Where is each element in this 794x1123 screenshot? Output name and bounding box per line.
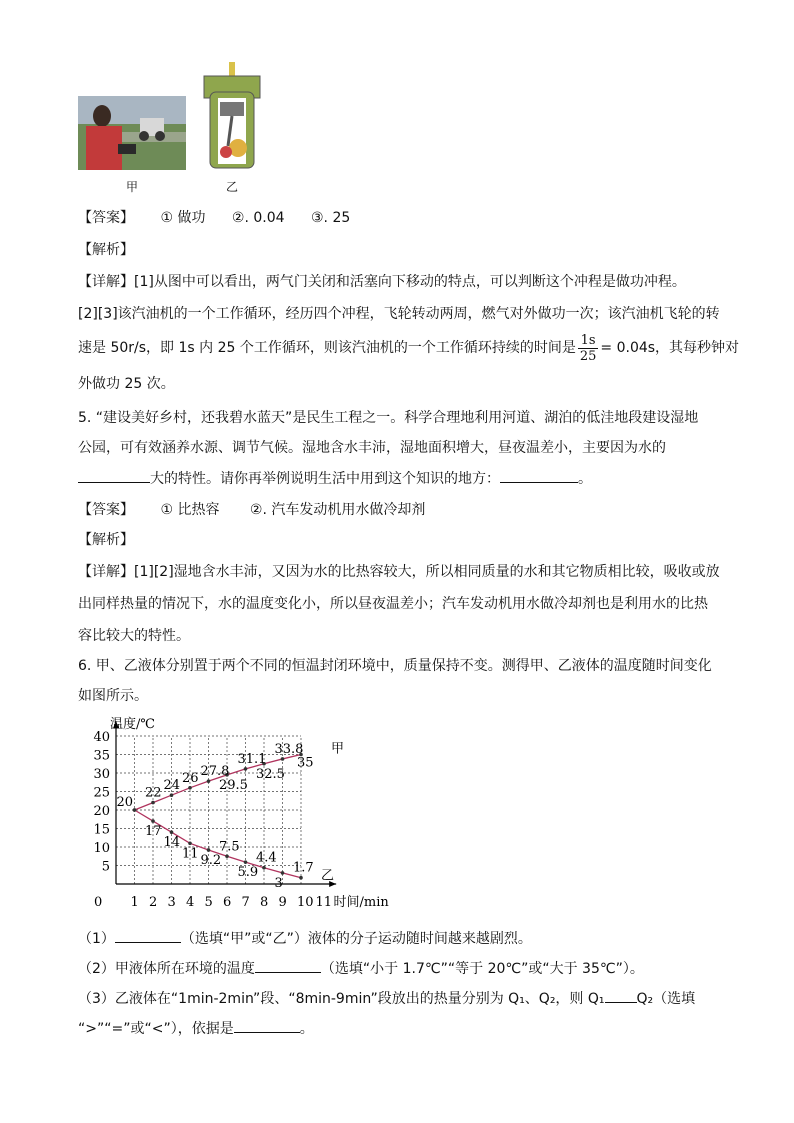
q5-detail-line1 bbox=[78, 562, 720, 582]
q6-sub3 bbox=[78, 988, 695, 1009]
x-tick-label: 3 bbox=[167, 895, 176, 910]
y-tick-label: 25 bbox=[93, 785, 110, 801]
x-tick-label: 6 bbox=[223, 895, 232, 910]
engine-diagram-yi bbox=[198, 62, 266, 172]
q5-stem-line1: 5. “建设美好乡村，还我碧水蓝天”是民生工程之一。科学合理地利用河道、湖泊的低洼地段建设湿地 bbox=[78, 410, 699, 426]
q6-sub3-text-b: Q₂（选填 bbox=[636, 991, 696, 1007]
q6-sub3-line2 bbox=[78, 1018, 314, 1039]
x-tick-label: 2 bbox=[149, 895, 158, 910]
q4-detail-text3a: 速是 50r/s，即 1s 内 25 个工作循环，则该汽油机的一个工作循环持续的时间是 bbox=[78, 340, 576, 356]
data-label: 26 bbox=[182, 770, 199, 786]
blank-5[interactable] bbox=[605, 988, 637, 1003]
q6-sub1-num: （1） bbox=[78, 931, 115, 947]
data-point bbox=[262, 866, 266, 870]
q4-detail-line4: 外做功 25 次。 bbox=[78, 376, 175, 392]
chart-labels bbox=[117, 742, 345, 891]
chart-axes bbox=[93, 716, 389, 910]
data-label: 32.5 bbox=[256, 766, 285, 782]
data-label: 7.5 bbox=[219, 839, 240, 855]
data-label: 3 bbox=[274, 875, 283, 891]
y-axis-label: 温度/℃ bbox=[110, 717, 155, 732]
blank-2[interactable] bbox=[500, 468, 578, 483]
x-tick-label: 9 bbox=[278, 895, 287, 910]
q4-answer-row bbox=[78, 208, 350, 228]
data-point bbox=[281, 871, 285, 875]
data-point bbox=[299, 876, 303, 880]
detail-tag: 【详解】 bbox=[78, 564, 134, 580]
temperature-time-chart bbox=[70, 716, 389, 916]
series-name-label: 乙 bbox=[321, 868, 335, 884]
data-label: 35 bbox=[297, 755, 314, 771]
data-point bbox=[151, 819, 155, 823]
data-label: 29.5 bbox=[219, 777, 248, 793]
answer-tag: 【答案】 bbox=[78, 210, 134, 226]
x-tick-label: 7 bbox=[241, 895, 250, 910]
q5-analysis-tag: 【解析】 bbox=[78, 532, 134, 548]
data-label: 22 bbox=[145, 785, 162, 801]
q6-stem-line1: 6. 甲、乙液体分别置于两个不同的恒温封闭环境中，质量保持不变。测得甲、乙液体的温度随时间变化 bbox=[78, 658, 712, 674]
q6-sub2 bbox=[78, 958, 644, 979]
data-label: 33.8 bbox=[274, 741, 304, 757]
data-label: 17 bbox=[145, 824, 162, 840]
y-tick-label: 20 bbox=[93, 804, 110, 819]
series-name-label: 甲 bbox=[331, 741, 345, 757]
blank-3[interactable] bbox=[115, 928, 181, 943]
y-tick-label: 5 bbox=[101, 859, 110, 875]
detail-tag: 【详解】 bbox=[78, 274, 134, 290]
q5-answer-2: ②. 汽车发动机用水做冷却剂 bbox=[249, 502, 426, 518]
answer-tag: 【答案】 bbox=[78, 502, 134, 518]
data-label: 31.1 bbox=[237, 751, 267, 767]
fraction bbox=[578, 333, 599, 364]
q6-sub2-text-a: （2）甲液体所在环境的温度 bbox=[78, 961, 255, 977]
data-point bbox=[225, 854, 229, 858]
data-label: 20 bbox=[116, 795, 134, 810]
q6-sub3-text-a: （3）乙液体在“1min-2min”段、“8min-9min”段放出的热量分别为 Q₁、Q₂，则 Q₁ bbox=[78, 991, 605, 1007]
data-label: 14 bbox=[163, 835, 181, 851]
q5-stem-line3 bbox=[78, 468, 592, 489]
y-tick-label: 40 bbox=[93, 730, 110, 745]
frac-numerator: 1s bbox=[578, 333, 599, 349]
x-tick-label: 0 bbox=[94, 895, 103, 910]
data-point bbox=[281, 757, 285, 761]
q4-detail-text3b: = 0.04s，其每秒钟对 bbox=[600, 340, 740, 356]
data-point bbox=[188, 842, 192, 846]
series-line-jia bbox=[135, 755, 302, 811]
y-tick-label: 35 bbox=[93, 748, 110, 764]
x-axis-label: 时间/min bbox=[333, 895, 389, 910]
q4-detail-line3 bbox=[78, 330, 739, 366]
q6-stem-line2: 如图所示。 bbox=[78, 688, 148, 704]
data-label: 4.4 bbox=[256, 850, 277, 866]
q6-sub3-text-c: “>”“=”或“<”），依据是 bbox=[78, 1021, 234, 1037]
q5-detail-line3: 容比较大的特性。 bbox=[78, 628, 190, 644]
data-point bbox=[244, 860, 248, 864]
y-tick-label: 30 bbox=[93, 767, 110, 782]
q5-stem-text3b: 。 bbox=[578, 471, 592, 487]
data-point bbox=[207, 848, 211, 852]
data-label: 24 bbox=[163, 778, 181, 794]
data-label: 1.7 bbox=[293, 860, 314, 876]
q6-sub2-text-b: （选填“小于 1.7℃”“等于 20℃”或“大于 35℃”）。 bbox=[320, 961, 644, 977]
data-label: 27.8 bbox=[200, 764, 230, 780]
data-point bbox=[207, 779, 211, 783]
x-tick-label: 4 bbox=[186, 895, 195, 910]
x-tick-label: 1 bbox=[130, 895, 139, 910]
q6-sub1 bbox=[78, 928, 532, 949]
data-point bbox=[188, 786, 192, 790]
q5-answer-1: ① 比热容 bbox=[160, 502, 220, 518]
q5-detail-text1: [1][2]湿地含水丰沛，又因为水的比热容较大，所以相同质量的水和其它物质相比较，吸收或放 bbox=[134, 564, 720, 580]
data-point bbox=[151, 801, 155, 805]
x-tick-label: 11 bbox=[315, 895, 333, 910]
q5-answer-row bbox=[78, 500, 425, 520]
blank-6[interactable] bbox=[234, 1018, 300, 1033]
q4-answer-2: ②. 0.04 bbox=[231, 210, 285, 226]
x-tick-label: 8 bbox=[260, 895, 269, 910]
caption-yi: 乙 bbox=[226, 180, 239, 194]
blank-1[interactable] bbox=[78, 468, 150, 483]
y-tick-label: 10 bbox=[93, 841, 110, 856]
q5-stem-text3a: 大的特性。请你再举例说明生活中用到这个知识的地方： bbox=[150, 471, 500, 487]
y-tick-label: 15 bbox=[93, 822, 110, 838]
q5-detail-line2: 出同样热量的情况下，水的温度变化小，所以昼夜温差小；汽车发动机用水做冷却剂也是利用水的比热 bbox=[78, 596, 708, 612]
photo-jia bbox=[78, 96, 186, 170]
data-point bbox=[133, 808, 137, 812]
q4-detail-line2: [2][3]该汽油机的一个工作循环，经历四个冲程，飞轮转动两周，燃气对外做功一次；该汽油机飞轮的转 bbox=[78, 306, 720, 322]
q6-sub1-text: （选填“甲”或“乙”）液体的分子运动随时间越来越剧烈。 bbox=[180, 931, 532, 947]
q4-answer-3: ③. 25 bbox=[311, 210, 351, 226]
q4-answer-1: ① 做功 bbox=[160, 210, 206, 226]
x-tick-label: 5 bbox=[204, 895, 213, 910]
q4-detail-line1 bbox=[78, 272, 686, 292]
q6-sub3-text-d: 。 bbox=[299, 1021, 314, 1037]
q5-stem-line2: 公园，可有效涵养水源、调节气候。湿地含水丰沛，湿地面积增大，昼夜温差小，主要因为水的 bbox=[78, 440, 666, 456]
data-label: 11 bbox=[182, 846, 199, 862]
caption-jia: 甲 bbox=[126, 180, 139, 194]
x-tick-label: 10 bbox=[297, 895, 314, 910]
blank-4[interactable] bbox=[255, 958, 321, 973]
data-point bbox=[170, 793, 174, 797]
data-label: 5.9 bbox=[237, 865, 259, 881]
data-point bbox=[244, 767, 248, 771]
data-point bbox=[170, 830, 174, 834]
q4-detail-text1: [1]从图中可以看出，两气门关闭和活塞向下移动的特点，可以判断这个冲程是做功冲程。 bbox=[134, 274, 686, 290]
frac-denominator: 25 bbox=[579, 348, 597, 364]
q4-analysis-tag: 【解析】 bbox=[78, 242, 134, 258]
data-label: 9.2 bbox=[200, 852, 222, 868]
